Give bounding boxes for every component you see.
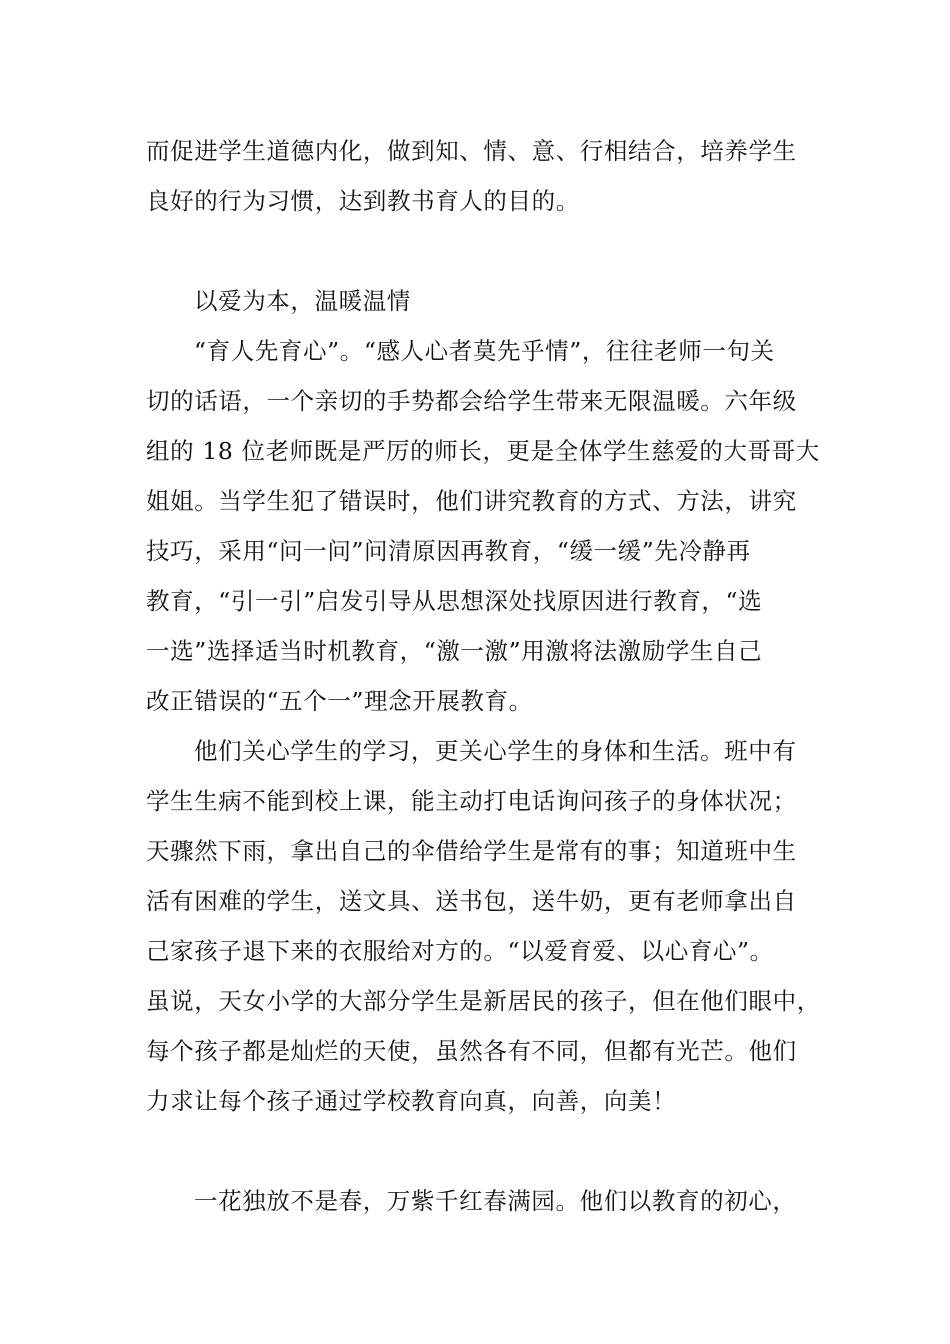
paragraph-line: 虽说，天女小学的大部分学生是新居民的孩子，但在他们眼中， xyxy=(146,987,821,1015)
paragraph-line: 组的 18 位老师既是严厉的师长，更是全体学生慈爱的大哥哥大 xyxy=(146,437,820,465)
paragraph-gap xyxy=(146,226,818,276)
paragraph-line: 切的话语，一个亲切的手势都会给学生带来无限温暖。六年级 xyxy=(146,387,797,415)
paragraph-line: 每个孩子都是灿烂的天使，虽然各有不同，但都有光芒。他们 xyxy=(146,1037,797,1065)
paragraph-line: 一花独放不是春，万紫千红春满园。他们以教育的初心， xyxy=(194,1187,797,1215)
paragraph-gap xyxy=(146,1126,818,1176)
document-page xyxy=(146,126,821,1226)
paragraph-line: 技巧，采用“问一问”问清原因再教育，“缓一缓”先冷静再 xyxy=(146,537,751,565)
paragraph-line: 良好的行为习惯，达到教书育人的目的。 xyxy=(146,187,580,215)
paragraph-line: 一选”选择适当时机教育，“激一激”用激将法激励学生自己 xyxy=(146,637,763,665)
paragraph-line: 而促进学生道德内化，做到知、情、意、行相结合，培养学生 xyxy=(146,137,797,165)
section-heading: 以爱为本，温暖温情 xyxy=(194,287,411,315)
paragraph-line: 他们关心学生的学习，更关心学生的身体和生活。班中有 xyxy=(194,737,797,765)
paragraph-line: 力求让每个孩子通过学校教育向真，向善，向美！ xyxy=(146,1087,677,1115)
paragraph-line: 活有困难的学生，送文具、送书包，送牛奶，更有老师拿出自 xyxy=(146,887,797,915)
paragraph-line: 学生生病不能到校上课，能主动打电话询问孩子的身体状况； xyxy=(146,787,797,815)
paragraph-line: 姐姐。当学生犯了错误时，他们讲究教育的方式、方法，讲究 xyxy=(146,487,797,515)
paragraph-line: 教育，“引一引”启发引导从思想深处找原因进行教育，“选 xyxy=(146,587,763,615)
paragraph-line: 己家孩子退下来的衣服给对方的。“以爱育爱、以心育心”。 xyxy=(146,937,774,965)
paragraph-line: “育人先育心”。“感人心者莫先乎情”，往往老师一句关 xyxy=(194,337,775,365)
paragraph-line: 天骤然下雨，拿出自己的伞借给学生是常有的事；知道班中生 xyxy=(146,837,797,865)
paragraph-line: 改正错误的“五个一”理念开展教育。 xyxy=(146,687,533,715)
